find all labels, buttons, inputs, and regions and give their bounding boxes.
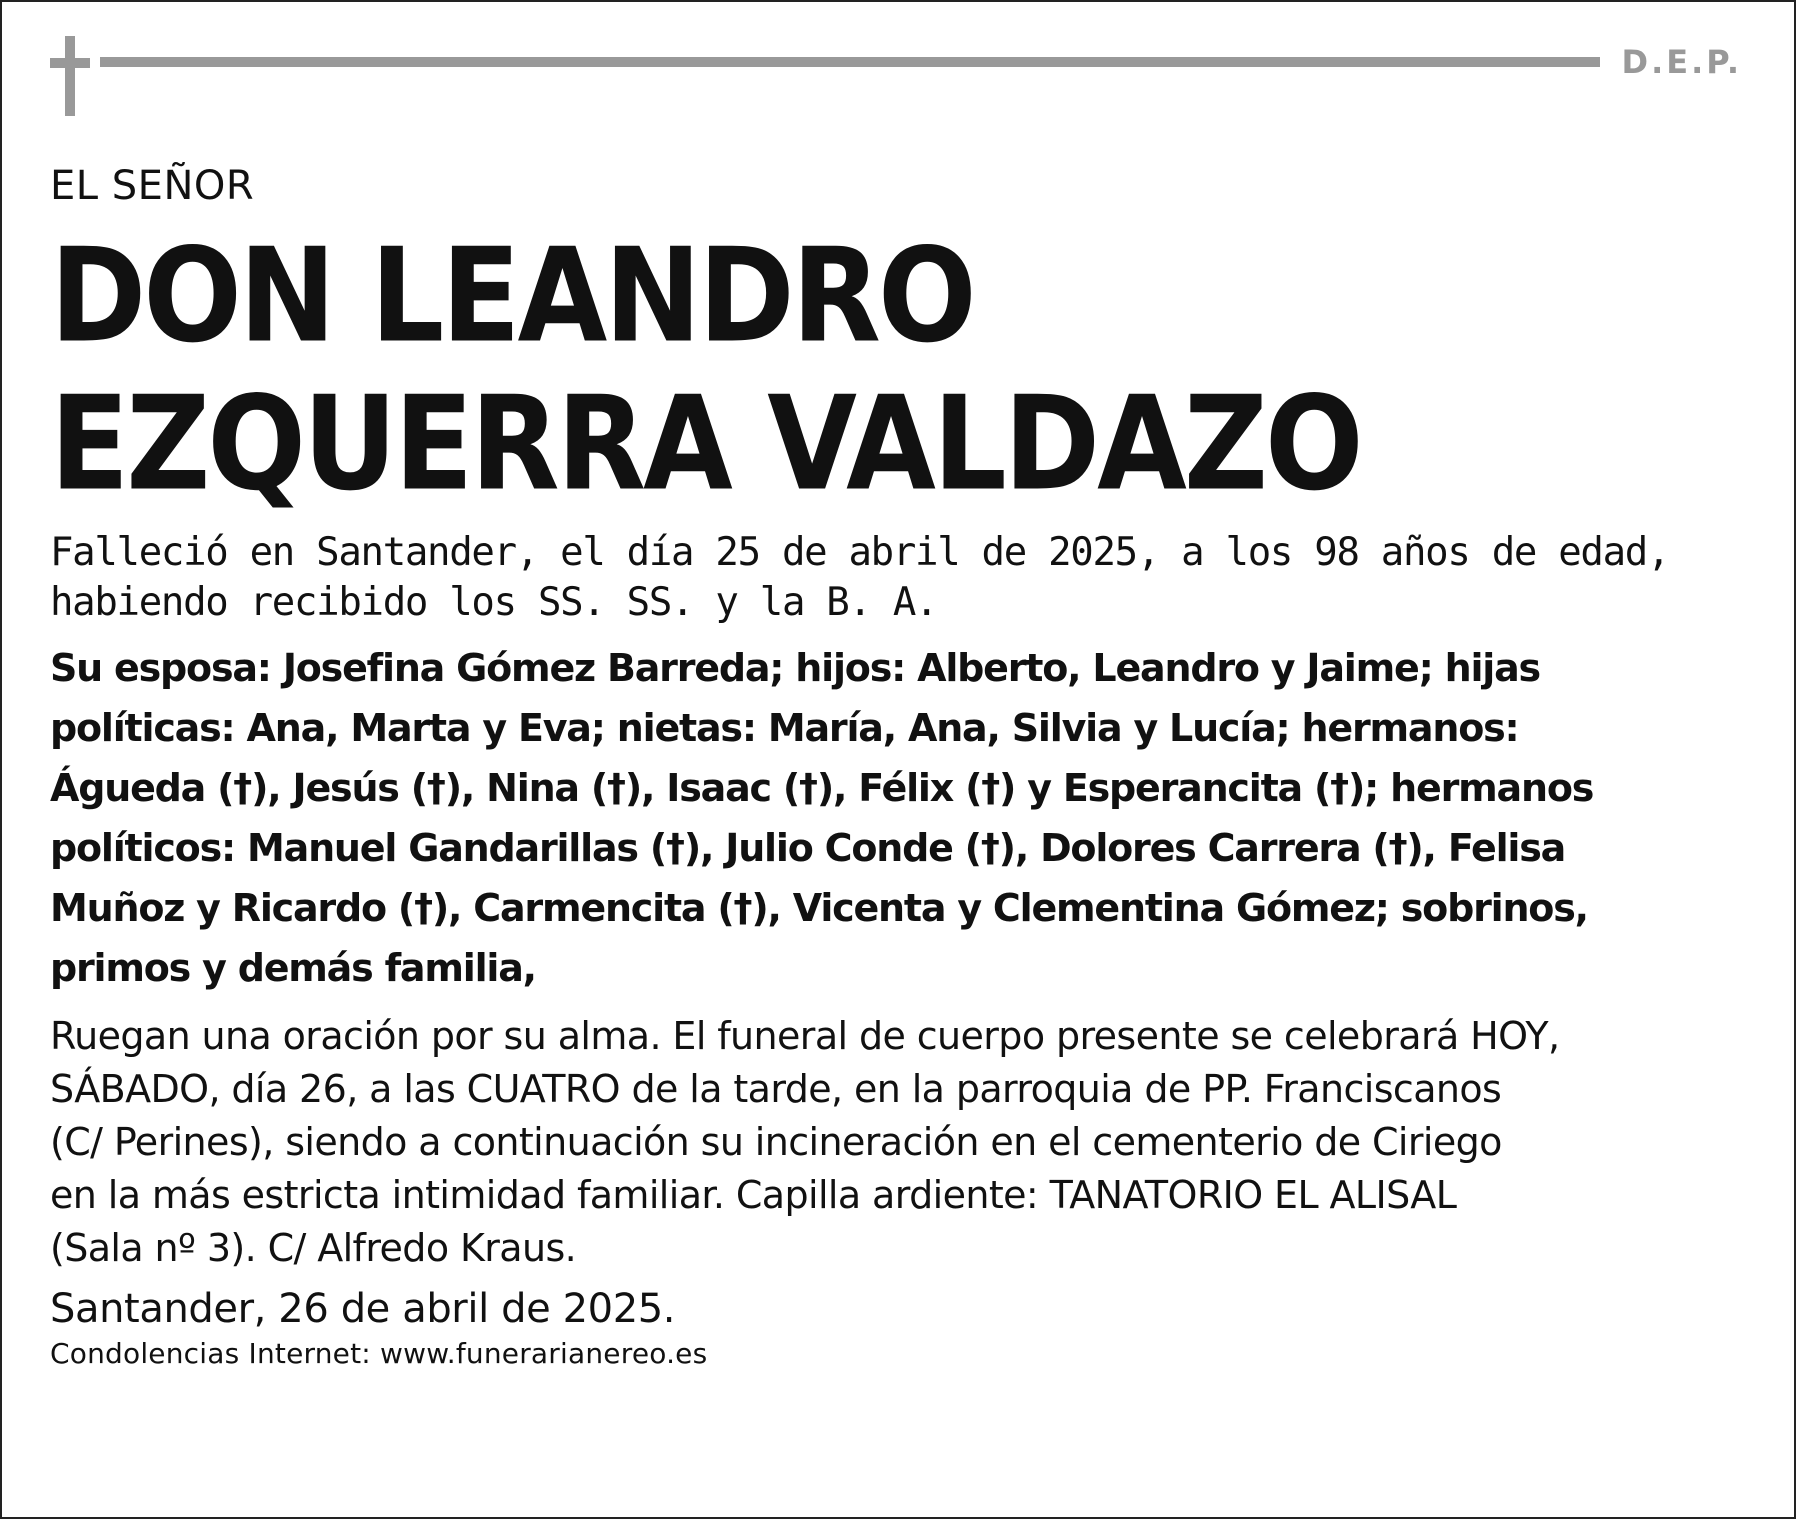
name-line-2: EZQUERRA VALDAZO bbox=[50, 368, 1361, 520]
death-line: Falleció en Santander, el día 25 de abril de 2025, a los 98 años de edad, bbox=[50, 530, 1670, 575]
funeral-info bbox=[50, 1010, 1750, 1275]
funeral-line: Ruegan una oración por su alma. El funeral de cuerpo presente se celebrará HOY, bbox=[50, 1014, 1560, 1058]
funeral-line: (Sala nº 3). C/ Alfredo Kraus. bbox=[50, 1226, 577, 1270]
dep-label: D.E.P. bbox=[1621, 43, 1742, 81]
family-line: Muñoz y Ricardo (†), Carmencita (†), Vicenta y Clementina Gómez; sobrinos, bbox=[50, 886, 1588, 930]
header-rule bbox=[100, 57, 1600, 67]
family-line: Su esposa: Josefina Gómez Barreda; hijos: Alberto, Leandro y Jaime; hijas bbox=[50, 646, 1540, 690]
date-place: Santander, 26 de abril de 2025. bbox=[50, 1286, 676, 1332]
funeral-line: (C/ Perines), siendo a continuación su incineración en el cementerio de Ciriego bbox=[50, 1120, 1502, 1164]
family-line: políticos: Manuel Gandarillas (†), Julio Conde (†), Dolores Carrera (†), Felisa bbox=[50, 826, 1566, 870]
family-line: políticas: Ana, Marta y Eva; nietas: María, Ana, Silvia y Lucía; hermanos: bbox=[50, 706, 1519, 750]
notice-body bbox=[50, 158, 1750, 1371]
funeral-line: en la más estricta intimidad familiar. Capilla ardiente: TANATORIO EL ALISAL bbox=[50, 1173, 1457, 1217]
name-line-1: DON LEANDRO bbox=[50, 220, 974, 372]
honorific: EL SEÑOR bbox=[50, 163, 255, 209]
family-line: primos y demás familia, bbox=[50, 946, 536, 990]
family-line: Águeda (†), Jesús (†), Nina (†), Isaac (†), Félix (†) y Esperancita (†); hermanos bbox=[50, 766, 1594, 810]
funeral-line: SÁBADO, día 26, a las CUATRO de la tarde, en la parroquia de PP. Franciscanos bbox=[50, 1067, 1502, 1111]
condolences-line: Condolencias Internet: www.funerarianereo.es bbox=[50, 1337, 708, 1370]
death-line: habiendo recibido los SS. SS. y la B. A. bbox=[50, 580, 938, 625]
death-info bbox=[50, 528, 1750, 628]
family-list bbox=[50, 638, 1750, 998]
deceased-name bbox=[50, 220, 1750, 520]
cross-icon bbox=[50, 36, 90, 116]
